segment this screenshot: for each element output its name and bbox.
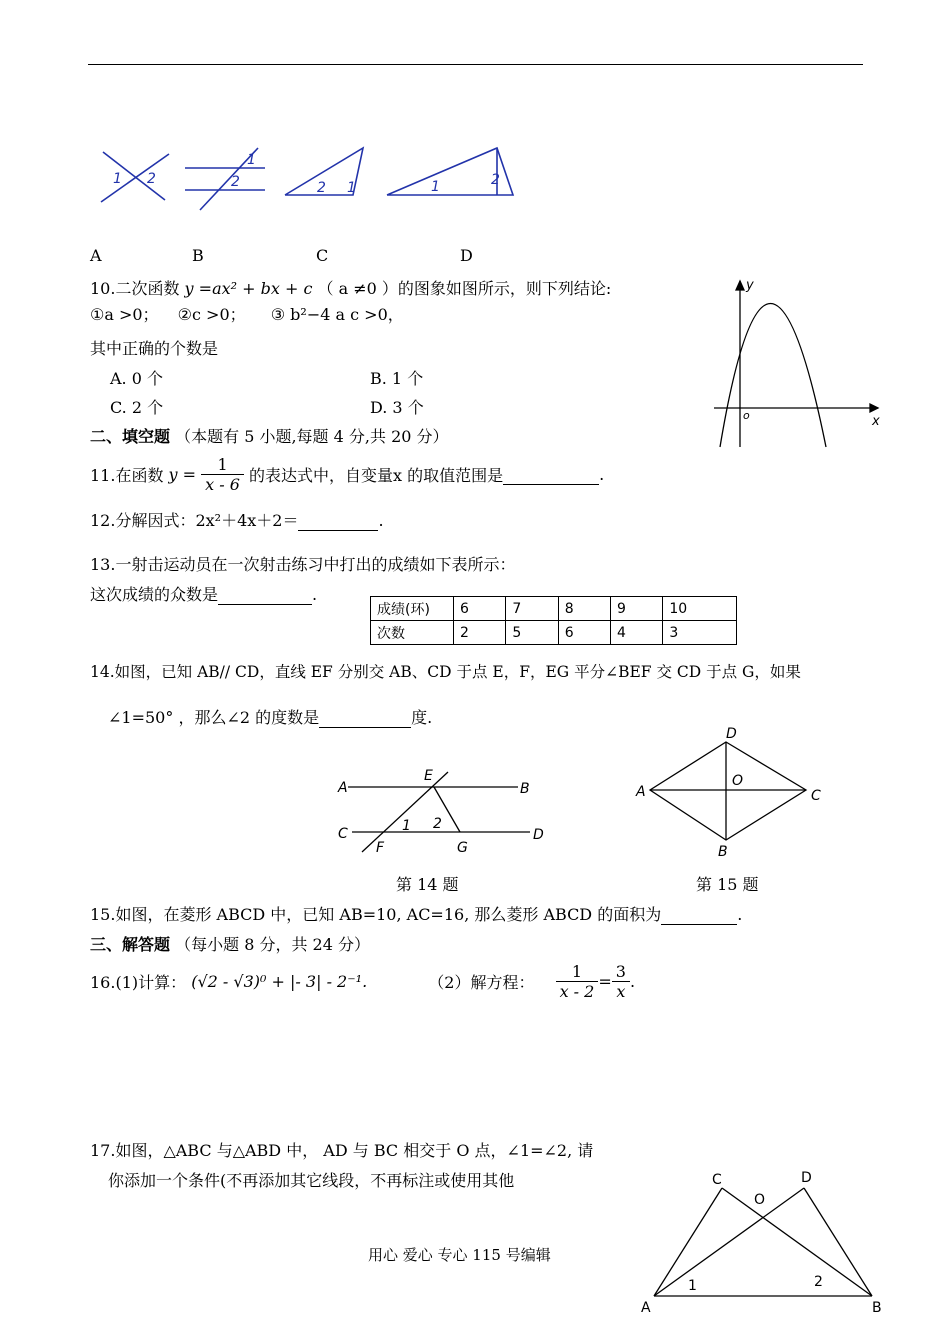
q11-line: 11.在函数 y = $\frac{1}{x - 6}$ 的表达式中，自变量x 的取值范围是 . [90, 455, 605, 495]
q14-answer-blank[interactable] [319, 708, 411, 728]
q14-label-g: G [457, 840, 468, 856]
q13-score-table [370, 596, 737, 645]
q14-label-e: E [424, 768, 433, 784]
q15-answer-blank[interactable] [661, 905, 737, 925]
q17-figure [636, 1166, 896, 1316]
q15-label-d: D [726, 726, 737, 742]
q9-option-c: C [316, 246, 329, 265]
section2-title: 二、填空题 [90, 427, 171, 446]
q9-b-label-1: 1 [247, 152, 256, 168]
q10-line1: 10.二次函数 y =ax² + bx + c （ a ≠0 ）的图象如图所示，则下列结论: [90, 279, 612, 298]
q10-option-a: A. 0 个 [110, 369, 163, 388]
q12-answer-blank[interactable] [298, 511, 378, 531]
q17-line2: 你添加一个条件(不再添加其它线段，不再标注或使用其他 [108, 1171, 515, 1190]
q17-label-c: C [712, 1172, 722, 1188]
q10-option-b: B. 1 个 [370, 369, 424, 388]
q14-label-c: C [338, 826, 348, 842]
q9-d-label-2: 2 [491, 172, 500, 188]
table-cell: 次数 [371, 621, 454, 645]
q9-option-a: A [90, 246, 102, 265]
table-cell: 6 [558, 621, 610, 645]
q9-option-b: B [192, 246, 204, 265]
table-cell: 5 [506, 621, 558, 645]
q9-figures [95, 140, 535, 220]
q14-label-a: A [338, 780, 348, 796]
q10-option-d: D. 3 个 [370, 398, 424, 417]
table-row [371, 621, 737, 645]
q14-caption: 第 14 题 [396, 875, 459, 894]
q15-caption: 第 15 题 [696, 875, 759, 894]
q9-b-label-2: 2 [231, 174, 240, 190]
q14-line2: ∠1=50° ，那么∠2 的度数是 度. [108, 708, 433, 727]
header-rule [88, 64, 863, 65]
table-cell: 2 [454, 621, 506, 645]
section2-note: （本题有 5 小题,每题 4 分,共 20 分） [175, 427, 449, 446]
table-cell: 7 [506, 597, 558, 621]
page-footer: 用心 爱心 专心 115 号编辑 [368, 1246, 551, 1264]
q13-answer-blank[interactable] [218, 585, 312, 605]
q16-expression: (√2 - √3)⁰ + |- 3| - 2⁻¹. [191, 972, 368, 992]
table-cell: 4 [611, 621, 663, 645]
q10-graph-origin-label: o [743, 409, 750, 422]
table-cell: 成绩(环) [371, 597, 454, 621]
q16-right-fraction: $\frac{3}{x}$ [612, 962, 630, 1001]
q13-line1: 13.一射击运动员在一次射击练习中打出的成绩如下表所示： [90, 555, 516, 574]
q17-label-d: D [801, 1170, 812, 1186]
section3-title: 三、解答题 [90, 935, 171, 954]
q15-label-o: O [732, 773, 744, 789]
q15-label-b: B [718, 844, 728, 860]
q14-figure [330, 760, 560, 860]
q17-label-2: 2 [814, 1274, 823, 1290]
q15-line: 15.如图，在菱形 ABCD 中，已知 AB=10, AC=16, 那么菱形 ABCD 的面积为 . [90, 905, 743, 924]
q10-item3: ③ b²−4 a c >0， [270, 305, 404, 324]
section2-heading [90, 424, 449, 447]
q10-question: 其中正确的个数是 [90, 339, 219, 358]
q14-label-d: D [533, 827, 544, 843]
q9-option-d: D [460, 246, 473, 265]
q10-formula: y =ax² + bx + c [184, 279, 313, 298]
q15-label-a: A [636, 784, 646, 800]
q14-label-b: B [520, 781, 530, 797]
table-cell: 10 [663, 597, 737, 621]
table-cell: 3 [663, 621, 737, 645]
q9-a-label-1: 1 [113, 171, 122, 187]
q10-line2 [90, 302, 404, 325]
q14-line1: 14.如图，已知 AB// CD，直线 EF 分别交 AB、CD 于点 E，F，EG 平分∠BEF 交 CD 于点 G，如果 [90, 663, 801, 681]
q16-left-fraction: $\frac{1}{x - 2}$ [556, 962, 599, 1001]
q14-label-f: F [376, 840, 385, 856]
q10-option-c: C. 2 个 [110, 398, 164, 417]
q9-c-label-1: 1 [347, 180, 356, 196]
q12-line: 12.分解因式：2x²＋4x＋2＝ . [90, 511, 384, 530]
q10-item1: ①a >0； [90, 305, 159, 324]
q16-line: 16.(1)计算： (√2 - √3)⁰ + |- 3| - 2⁻¹. （2）解方程： $\frac{1}{x - 2}$ = $\frac{3}{x}$ . [90, 962, 636, 1002]
table-cell: 8 [558, 597, 610, 621]
q17-label-1: 1 [688, 1278, 697, 1294]
q9-d-label-1: 1 [431, 179, 440, 195]
q11-fraction: $\frac{1}{x - 6}$ [201, 455, 244, 494]
q9-c-label-2: 2 [317, 180, 326, 196]
q11-answer-blank[interactable] [503, 465, 599, 485]
q10-graph-y-label: y [746, 278, 754, 293]
q14-label-2: 2 [433, 816, 442, 832]
q14-label-1: 1 [402, 818, 411, 834]
q13-line2: 这次成绩的众数是 . [90, 585, 318, 604]
q17-label-o: O [754, 1192, 766, 1208]
q17-label-a: A [641, 1300, 651, 1316]
q17-line1: 17.如图，△ABC 与△ABD 中， AD 与 BC 相交于 O 点，∠1=∠2, 请 [90, 1141, 594, 1160]
table-row [371, 597, 737, 621]
q10-parabola-graph [708, 275, 888, 455]
q10-graph-x-label: x [872, 414, 880, 429]
q15-label-c: C [811, 788, 821, 804]
table-cell: 6 [454, 597, 506, 621]
q9-a-label-2: 2 [147, 171, 156, 187]
section3-note: （每小题 8 分，共 24 分） [175, 935, 370, 954]
q15-rhombus-figure [630, 722, 830, 862]
section3-heading [90, 932, 370, 955]
q17-label-b: B [872, 1300, 882, 1316]
q10-item2: ②c >0； [177, 305, 246, 324]
table-cell: 9 [611, 597, 663, 621]
